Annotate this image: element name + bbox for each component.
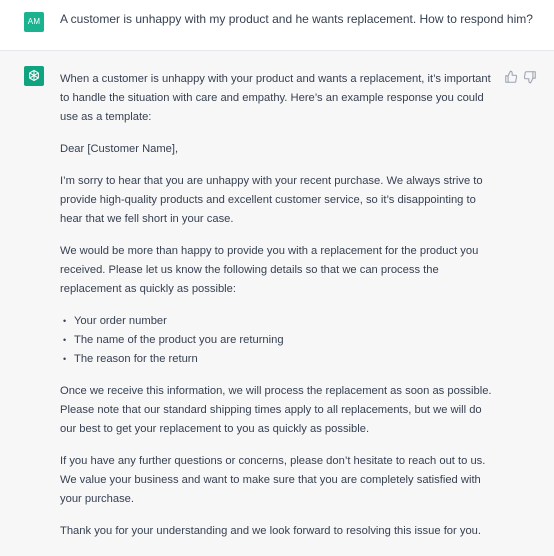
- salutation: Dear [Customer Name],: [60, 143, 179, 155]
- closing-paragraph: Thank you for your understanding and we look forward to resolving this issue for you.: [60, 525, 482, 537]
- list-item-text: The reason for the return: [74, 353, 198, 365]
- apology-paragraph: I’m sorry to hear that you are unhappy with your recent purchase. We always strive to provide high-quality products and excellent customer service, so it’s disappointing to hear that we fell short in your case.: [60, 175, 483, 225]
- details-list: [60, 312, 492, 369]
- thumbs-up-icon[interactable]: [504, 70, 518, 84]
- list-item: [60, 312, 492, 331]
- replacement-offer-paragraph: We would be more than happy to provide you with a replacement for the product you received. Please let us know the following details so that we can process the replacement as quickly as possible:: [60, 245, 479, 295]
- bullet-icon: •: [63, 354, 67, 364]
- assistant-message-row: [0, 51, 554, 556]
- user-message-text: A customer is unhappy with my product and he wants replacement. How to respond him?: [60, 12, 533, 26]
- bullet-icon: •: [63, 316, 67, 326]
- user-avatar: AM: [24, 12, 44, 32]
- list-item-text: Your order number: [74, 315, 167, 327]
- bullet-icon: •: [63, 335, 67, 345]
- list-item-text: The name of the product you are returning: [74, 334, 284, 346]
- thumbs-down-icon[interactable]: [523, 70, 537, 84]
- processing-paragraph: Once we receive this information, we will process the replacement as soon as possible. Please note that our standard shipping times apply to all replacements, but we will do our best to get your replacement to you as quickly as possible.: [60, 385, 492, 435]
- list-item: [60, 331, 492, 350]
- assistant-message-text: [60, 70, 492, 554]
- questions-paragraph: If you have any further questions or concerns, please don’t hesitate to reach out to us. We value your business and want to make sure that you are completely satisfied with your purchase.: [60, 455, 486, 505]
- intro-paragraph: When a customer is unhappy with your product and wants a replacement, it’s important to handle the situation with care and empathy. Here’s an example response you could use as a template:: [60, 73, 491, 123]
- list-item: [60, 350, 492, 369]
- openai-logo-icon: [27, 69, 41, 83]
- assistant-avatar: [24, 66, 44, 86]
- user-message-row: [0, 0, 554, 51]
